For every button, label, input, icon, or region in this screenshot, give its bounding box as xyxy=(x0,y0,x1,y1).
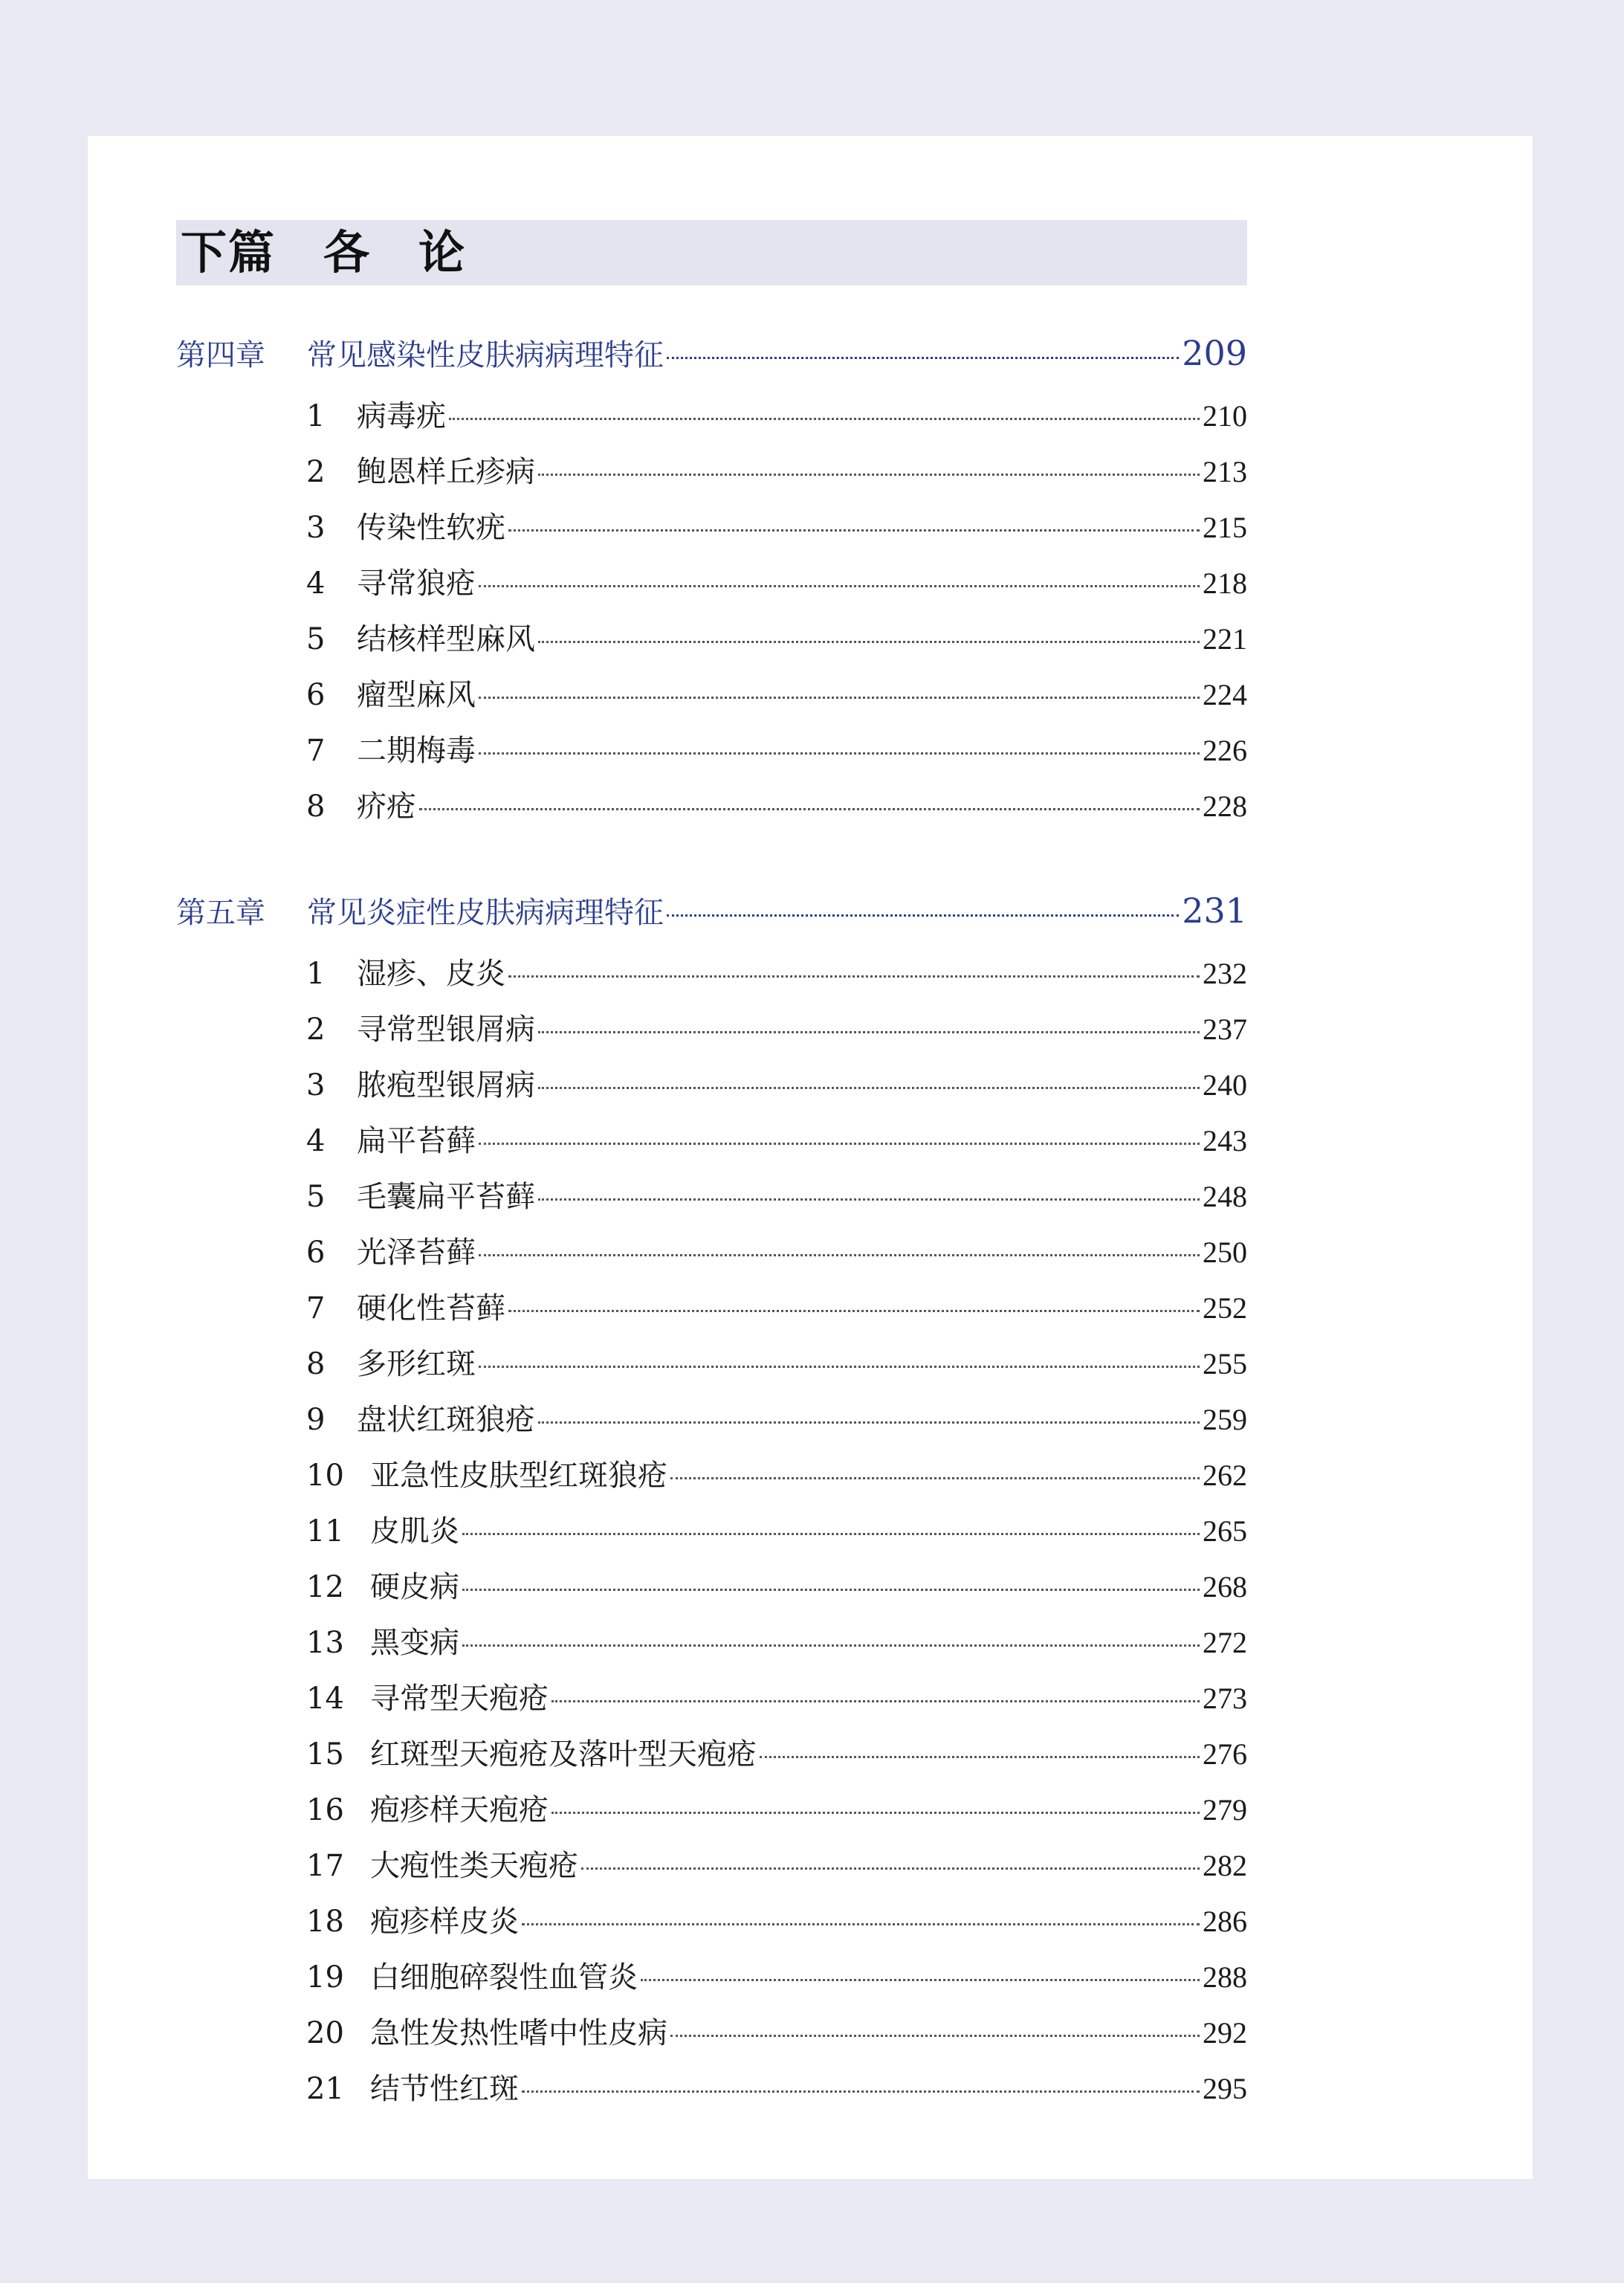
toc-entry[interactable] xyxy=(306,504,1247,547)
leader-dots xyxy=(479,1366,1200,1368)
entry-number: 4 xyxy=(306,1124,326,1158)
entry-page: 250 xyxy=(1203,1236,1247,1269)
entry-title: 二期梅毒 xyxy=(357,734,476,768)
entry-title: 光泽苔藓 xyxy=(357,1236,476,1270)
chapter-heading[interactable] xyxy=(176,889,1247,934)
toc-entry[interactable] xyxy=(306,1731,1247,1774)
entry-page: 262 xyxy=(1203,1459,1247,1492)
entry-page: 224 xyxy=(1203,678,1247,711)
toc-entry[interactable] xyxy=(306,1173,1247,1216)
entry-title: 脓疱型银屑病 xyxy=(357,1068,535,1102)
toc-entry[interactable] xyxy=(306,1786,1247,1830)
leader-dots xyxy=(462,1644,1200,1647)
leader-dots xyxy=(760,1756,1200,1758)
leader-dots xyxy=(508,1310,1200,1312)
chapter-number: 第四章 xyxy=(176,338,265,372)
entry-page: 276 xyxy=(1203,1737,1247,1771)
entry-page: 273 xyxy=(1203,1682,1247,1715)
toc-entry[interactable] xyxy=(306,448,1247,491)
entry-page: 292 xyxy=(1203,2016,1247,2050)
entry-page: 265 xyxy=(1203,1514,1247,1548)
entry-page: 252 xyxy=(1203,1291,1247,1325)
entry-page: 248 xyxy=(1203,1180,1247,1213)
entry-page: 226 xyxy=(1203,734,1247,767)
chapter-title: 常见炎症性皮肤病病理特征 xyxy=(307,896,664,930)
toc-entry[interactable] xyxy=(306,616,1247,659)
entry-number: 2 xyxy=(306,455,326,489)
entry-number: 10 xyxy=(306,1459,344,1493)
toc-entry[interactable] xyxy=(306,1285,1247,1328)
toc-entry[interactable] xyxy=(306,2009,1247,2053)
entry-number: 17 xyxy=(306,1849,344,1883)
toc-entry[interactable] xyxy=(306,1452,1247,1495)
toc-entry[interactable] xyxy=(306,1117,1247,1160)
toc-entry[interactable] xyxy=(306,1006,1247,1049)
entry-number: 8 xyxy=(306,789,326,824)
entry-page: 255 xyxy=(1203,1347,1247,1381)
entry-number: 3 xyxy=(306,511,326,545)
leader-dots xyxy=(538,474,1200,476)
entry-number: 4 xyxy=(306,566,326,601)
entry-title: 传染性软疣 xyxy=(357,511,505,545)
leader-dots xyxy=(581,1867,1200,1870)
entry-title: 扁平苔藓 xyxy=(357,1124,476,1158)
toc-entry[interactable] xyxy=(306,950,1247,993)
entry-title: 寻常狼疮 xyxy=(357,566,476,601)
entry-page: 221 xyxy=(1203,622,1247,656)
toc-entry[interactable] xyxy=(306,1340,1247,1383)
entry-title: 结节性红斑 xyxy=(370,2072,519,2106)
entry-title: 毛囊扁平苔藓 xyxy=(357,1180,535,1214)
leader-dots xyxy=(670,1477,1200,1479)
leader-dots xyxy=(449,418,1200,420)
leader-dots xyxy=(508,975,1200,978)
toc-entry[interactable] xyxy=(306,1563,1247,1607)
entry-title: 硬化性苔藓 xyxy=(357,1291,505,1325)
leader-dots xyxy=(667,357,1179,359)
entry-number: 11 xyxy=(306,1514,344,1549)
leader-dots xyxy=(479,585,1200,587)
entry-title: 黑变病 xyxy=(370,1626,459,1660)
entry-title: 寻常型天疱疮 xyxy=(370,1682,549,1716)
leader-dots xyxy=(551,1812,1200,1814)
leader-dots xyxy=(538,1031,1200,1033)
leader-dots xyxy=(462,1533,1200,1535)
entry-number: 8 xyxy=(306,1347,326,1381)
part-title: 下篇 各 论 xyxy=(181,225,467,280)
entry-title: 多形红斑 xyxy=(357,1347,476,1381)
entry-title: 疱疹样皮炎 xyxy=(370,1905,519,1939)
toc-entry[interactable] xyxy=(306,1675,1247,1718)
toc-entry[interactable] xyxy=(306,1619,1247,1662)
toc-entry[interactable] xyxy=(306,1396,1247,1439)
entry-page: 215 xyxy=(1203,511,1247,544)
chapter-heading[interactable] xyxy=(176,332,1247,376)
entry-number: 1 xyxy=(306,957,326,991)
entry-number: 9 xyxy=(306,1403,326,1437)
leader-dots xyxy=(670,2035,1200,2037)
entry-title: 急性发热性嗜中性皮病 xyxy=(370,2016,667,2050)
entry-number: 5 xyxy=(306,622,326,656)
leader-dots xyxy=(419,808,1200,810)
entry-number: 13 xyxy=(306,1626,344,1660)
entry-number: 7 xyxy=(306,734,326,768)
entry-number: 20 xyxy=(306,2016,344,2050)
entry-page: 213 xyxy=(1203,455,1247,488)
entry-title: 湿疹、皮炎 xyxy=(357,957,505,991)
chapter-title: 常见感染性皮肤病病理特征 xyxy=(307,338,664,372)
leader-dots xyxy=(479,1254,1200,1256)
entry-title: 鲍恩样丘疹病 xyxy=(357,455,535,489)
chapter-number: 第五章 xyxy=(176,896,265,930)
entry-title: 瘤型麻风 xyxy=(357,678,476,712)
leader-dots xyxy=(538,641,1200,643)
leader-dots xyxy=(538,1087,1200,1089)
leader-dots xyxy=(479,1143,1200,1145)
toc-entry[interactable] xyxy=(306,1954,1247,1997)
entry-number: 3 xyxy=(306,1068,326,1102)
entry-title: 白细胞碎裂性血管炎 xyxy=(370,1960,638,1995)
entry-page: 237 xyxy=(1203,1013,1247,1046)
entry-page: 282 xyxy=(1203,1849,1247,1882)
entry-title: 红斑型天疱疮及落叶型天疱疮 xyxy=(370,1737,757,1772)
entry-number: 21 xyxy=(306,2072,344,2106)
entry-number: 6 xyxy=(306,1236,326,1270)
leader-dots xyxy=(479,697,1200,699)
entry-page: 228 xyxy=(1203,789,1247,823)
entry-number: 14 xyxy=(306,1682,344,1716)
entry-title: 亚急性皮肤型红斑狼疮 xyxy=(370,1459,667,1493)
entry-page: 243 xyxy=(1203,1124,1247,1157)
leader-dots xyxy=(551,1700,1200,1702)
leader-dots xyxy=(667,914,1179,917)
entry-title: 病毒疣 xyxy=(357,399,446,433)
leader-dots xyxy=(522,2090,1200,2093)
toc-entry[interactable] xyxy=(306,783,1247,826)
entry-page: 272 xyxy=(1203,1626,1247,1659)
entry-title: 硬皮病 xyxy=(370,1570,459,1604)
entry-title: 疱疹样天疱疮 xyxy=(370,1793,549,1827)
leader-dots xyxy=(522,1923,1200,1925)
entry-page: 218 xyxy=(1203,566,1247,600)
leader-dots xyxy=(508,529,1200,532)
entry-number: 7 xyxy=(306,1291,326,1325)
toc-entry[interactable] xyxy=(306,1508,1247,1551)
entry-page: 286 xyxy=(1203,1905,1247,1938)
entry-page: 259 xyxy=(1203,1403,1247,1436)
toc-entry[interactable] xyxy=(306,727,1247,770)
entry-number: 6 xyxy=(306,678,326,712)
toc-entry[interactable] xyxy=(306,2065,1247,2108)
entry-number: 15 xyxy=(306,1737,344,1772)
entry-page: 210 xyxy=(1203,399,1247,433)
entry-number: 2 xyxy=(306,1013,326,1047)
entry-number: 16 xyxy=(306,1793,344,1827)
entry-number: 12 xyxy=(306,1570,344,1604)
chapter-page: 209 xyxy=(1182,333,1247,373)
entry-title: 大疱性类天疱疮 xyxy=(370,1849,578,1883)
leader-dots xyxy=(641,1979,1200,1981)
entry-title: 结核样型麻风 xyxy=(357,622,535,656)
toc-entry[interactable] xyxy=(306,393,1247,436)
entry-number: 1 xyxy=(306,399,326,433)
entry-title: 盘状红斑狼疮 xyxy=(357,1403,535,1437)
entry-page: 240 xyxy=(1203,1068,1247,1102)
toc-entry[interactable] xyxy=(306,560,1247,603)
leader-dots xyxy=(538,1421,1200,1424)
part-title-bar xyxy=(176,220,1247,285)
entry-page: 232 xyxy=(1203,957,1247,990)
entry-number: 5 xyxy=(306,1180,326,1214)
entry-title: 寻常型银屑病 xyxy=(357,1013,535,1047)
leader-dots xyxy=(538,1198,1200,1201)
toc-entry[interactable] xyxy=(306,1062,1247,1105)
entry-number: 18 xyxy=(306,1905,344,1939)
entry-page: 295 xyxy=(1203,2072,1247,2105)
chapter-page: 231 xyxy=(1182,891,1247,931)
entry-title: 疥疮 xyxy=(357,789,416,824)
toc-entry[interactable] xyxy=(306,671,1247,714)
entry-page: 268 xyxy=(1203,1570,1247,1604)
entry-page: 288 xyxy=(1203,1960,1247,1994)
toc-entry[interactable] xyxy=(306,1229,1247,1272)
toc-entry[interactable] xyxy=(306,1842,1247,1885)
leader-dots xyxy=(479,752,1200,755)
entry-page: 279 xyxy=(1203,1793,1247,1827)
toc-entry[interactable] xyxy=(306,1898,1247,1941)
leader-dots xyxy=(462,1589,1200,1591)
entry-title: 皮肌炎 xyxy=(370,1514,459,1549)
entry-number: 19 xyxy=(306,1960,344,1995)
